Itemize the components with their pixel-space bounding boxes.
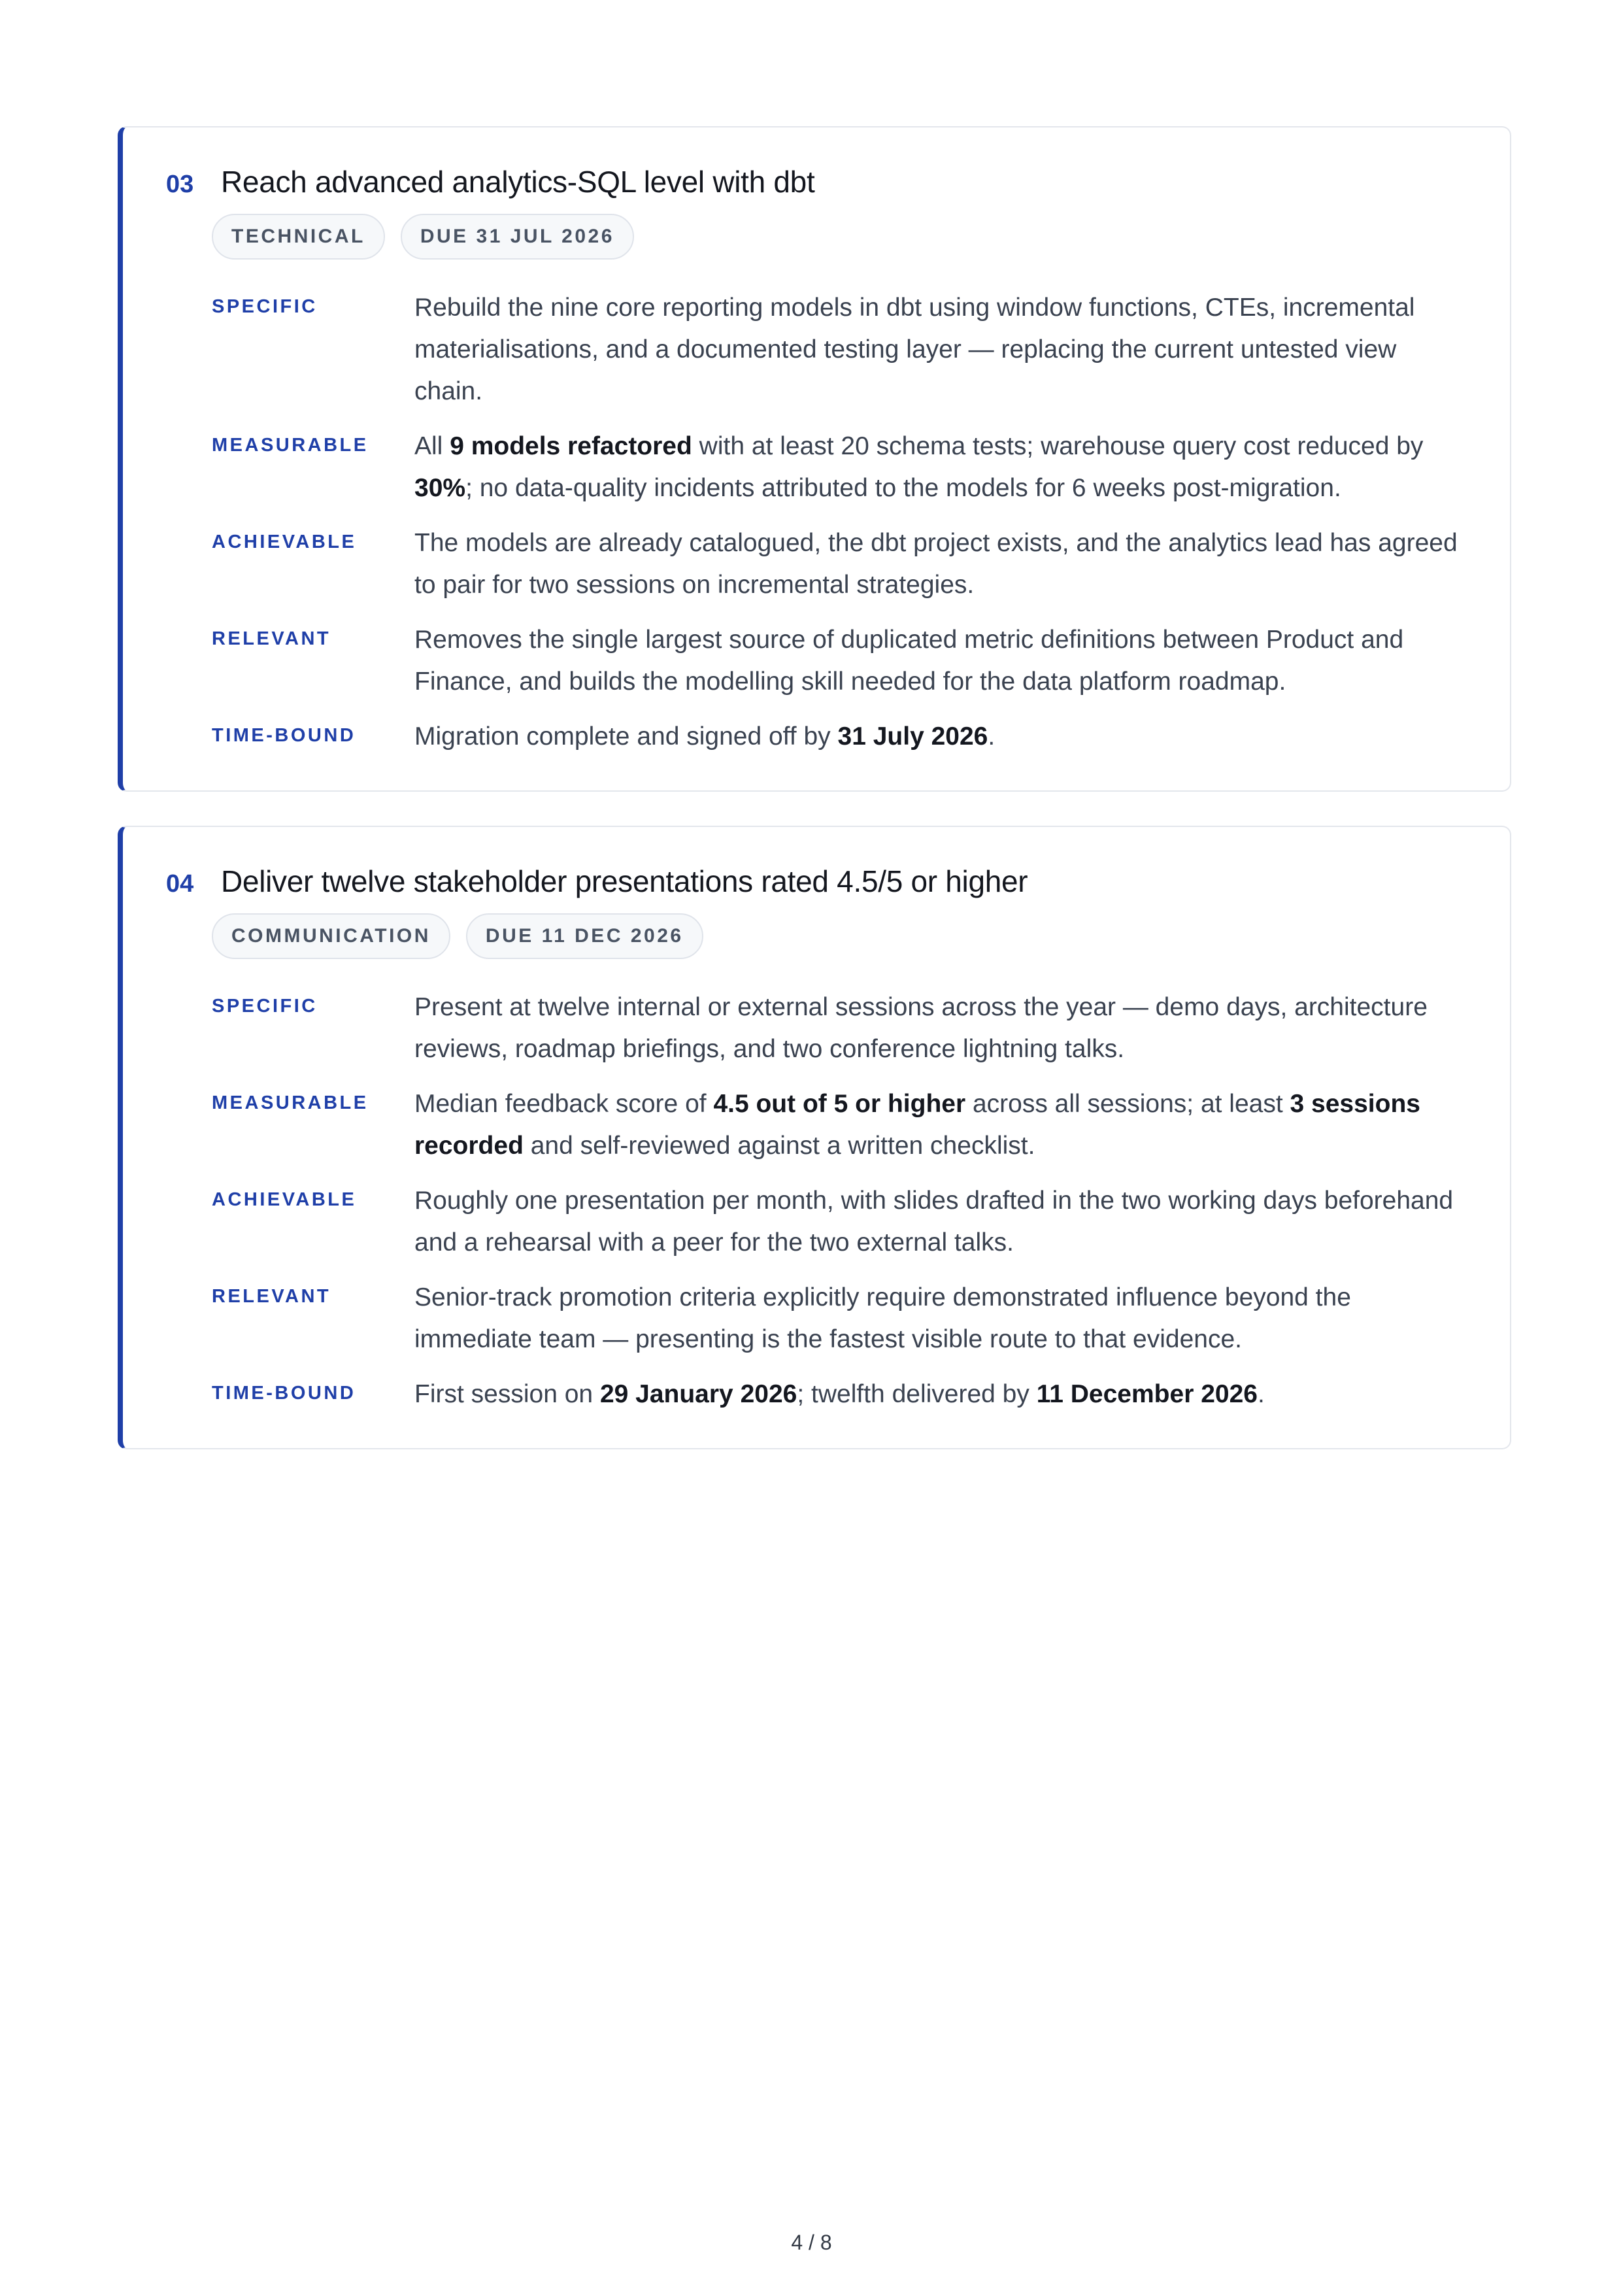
category-tag: TECHNICAL bbox=[212, 214, 385, 260]
category-tag: COMMUNICATION bbox=[212, 913, 450, 959]
goal-tags bbox=[212, 214, 1471, 260]
goals-page bbox=[118, 126, 1511, 1483]
body-text: and self-reviewed against a written checklist. bbox=[523, 1132, 1035, 1160]
body-text: . bbox=[1257, 1380, 1265, 1408]
smart-row-achievable bbox=[212, 522, 1471, 606]
goal-title: Deliver twelve stakeholder presentations rated 4.5/5 or higher bbox=[221, 864, 1028, 898]
row-text bbox=[414, 1083, 1471, 1167]
row-label: TIME-BOUND bbox=[212, 725, 356, 746]
smart-row-time-bound bbox=[212, 1374, 1471, 1415]
body-text: across all sessions; at least bbox=[965, 1090, 1290, 1118]
emphasis-text: 11 December 2026 bbox=[1036, 1380, 1258, 1408]
emphasis-text: 30% bbox=[414, 474, 466, 502]
row-label: ACHIEVABLE bbox=[212, 532, 357, 552]
smart-rows bbox=[212, 287, 1471, 758]
due-date-tag: DUE 31 JUL 2026 bbox=[401, 214, 634, 260]
body-text: All bbox=[414, 432, 450, 460]
row-label: RELEVANT bbox=[212, 1286, 331, 1307]
body-text: Rebuild the nine core reporting models in dbt using window functions, CTEs, incremental materialisations, and a documented testing layer — replacing the current untested view chain. bbox=[414, 294, 1415, 405]
row-text bbox=[414, 426, 1471, 509]
goal-tags bbox=[212, 913, 1471, 959]
body-text: ; no data-quality incidents attributed to the models for 6 weeks post-migration. bbox=[465, 474, 1341, 502]
body-text: Present at twelve internal or external sessions across the year — demo days, architecture reviews, roadmap briefings, and two conference lightning talks. bbox=[414, 993, 1428, 1063]
row-label: ACHIEVABLE bbox=[212, 1189, 357, 1210]
row-text bbox=[414, 716, 1471, 758]
row-label: MEASURABLE bbox=[212, 1092, 369, 1113]
body-text: . bbox=[988, 722, 996, 751]
emphasis-text: 4.5 out of 5 or higher bbox=[713, 1090, 966, 1118]
due-date-tag: DUE 11 DEC 2026 bbox=[466, 913, 703, 959]
body-text: Roughly one presentation per month, with slides drafted in the two working days beforehand and a rehearsal with a peer for the two external talks. bbox=[414, 1187, 1454, 1257]
smart-row-measurable bbox=[212, 1083, 1471, 1167]
smart-row-achievable bbox=[212, 1180, 1471, 1264]
emphasis-text: 9 models refactored bbox=[450, 432, 692, 460]
goal-title: Reach advanced analytics-SQL level with dbt bbox=[221, 165, 815, 199]
smart-row-specific bbox=[212, 287, 1471, 413]
row-text bbox=[414, 1374, 1471, 1415]
row-text bbox=[414, 287, 1471, 413]
goal-card bbox=[118, 126, 1511, 792]
body-text: ; twelfth delivered by bbox=[797, 1380, 1037, 1408]
row-text bbox=[414, 1277, 1471, 1360]
row-text bbox=[414, 1180, 1471, 1264]
row-label: MEASURABLE bbox=[212, 435, 369, 456]
row-label: SPECIFIC bbox=[212, 996, 318, 1017]
smart-row-specific bbox=[212, 987, 1471, 1070]
smart-row-measurable bbox=[212, 426, 1471, 509]
smart-row-time-bound bbox=[212, 716, 1471, 758]
goal-number: 04 bbox=[166, 870, 194, 898]
emphasis-text: 29 January 2026 bbox=[599, 1380, 797, 1408]
body-text: Removes the single largest source of duplicated metric definitions between Product and Finance, and builds the modelling skill needed for the data platform roadmap. bbox=[414, 626, 1404, 696]
row-label: TIME-BOUND bbox=[212, 1383, 356, 1404]
row-label: SPECIFIC bbox=[212, 296, 318, 317]
smart-row-relevant bbox=[212, 619, 1471, 703]
goal-number: 03 bbox=[166, 171, 194, 198]
page-number: 4 / 8 bbox=[791, 2231, 832, 2254]
emphasis-text: 31 July 2026 bbox=[837, 722, 988, 751]
goal-card bbox=[118, 826, 1511, 1449]
row-text bbox=[414, 522, 1471, 606]
goal-header bbox=[166, 864, 1471, 899]
body-text: The models are already catalogued, the dbt project exists, and the analytics lead has agreed to pair for two sessions on incremental strategies. bbox=[414, 529, 1458, 599]
smart-rows bbox=[212, 987, 1471, 1415]
row-label: RELEVANT bbox=[212, 628, 331, 649]
smart-row-relevant bbox=[212, 1277, 1471, 1360]
body-text: First session on bbox=[414, 1380, 600, 1408]
body-text: Senior-track promotion criteria explicitly require demonstrated influence beyond the immediate team — presenting is the fastest visible route to that evidence. bbox=[414, 1283, 1351, 1353]
emphasis-text: 3 sessions recorded bbox=[414, 1090, 1420, 1160]
body-text: with at least 20 schema tests; warehouse query cost reduced by bbox=[692, 432, 1424, 460]
body-text: Migration complete and signed off by bbox=[414, 722, 838, 751]
body-text: Median feedback score of bbox=[414, 1090, 714, 1118]
row-text bbox=[414, 619, 1471, 703]
goal-header bbox=[166, 164, 1471, 199]
row-text bbox=[414, 987, 1471, 1070]
